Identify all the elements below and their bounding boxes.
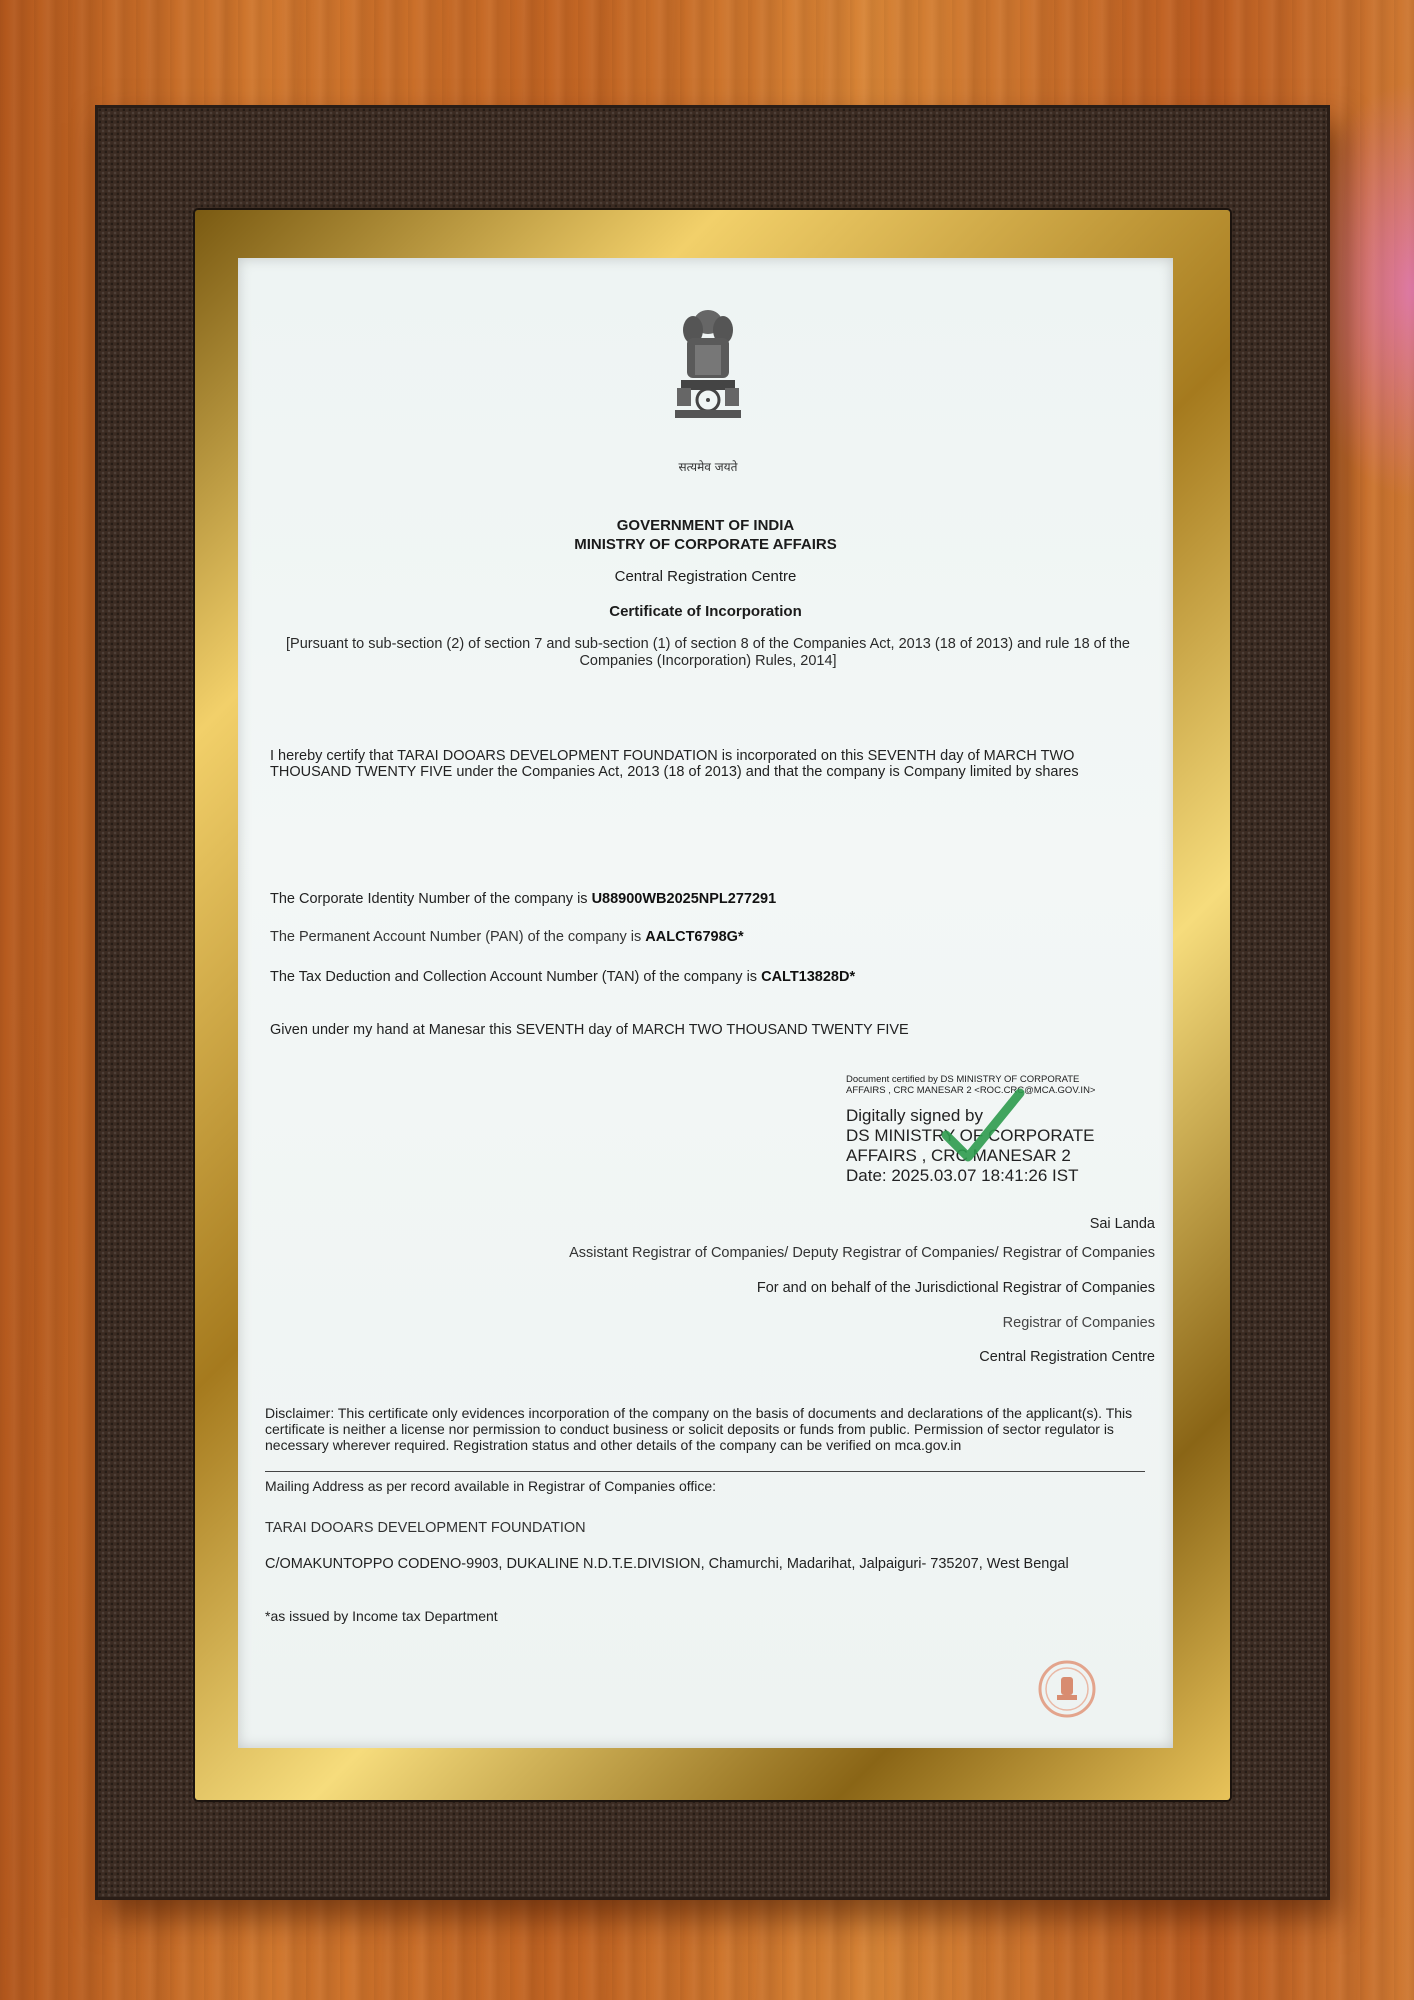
on-behalf-line: For and on behalf of the Jurisdictional Registrar of Companies <box>756 1280 1155 1296</box>
pan-line <box>270 929 1140 945</box>
given-under-hand: Given under my hand at Manesar this SEVENTH day of MARCH TWO THOUSAND TWENTY FIVE <box>270 1022 909 1038</box>
certificate-title: Certificate of Incorporation <box>609 603 802 620</box>
certification-line-1: Document certified by DS MINISTRY OF CORPORATE <box>846 1074 1080 1085</box>
certification-line-2: AFFAIRS , CRC MANESAR 2 <ROC.CRC@MCA.GOV.IN> <box>846 1085 1096 1096</box>
emblem-seal-icon <box>1036 1658 1098 1720</box>
pan-label: The Permanent Account Number (PAN) of the company is <box>270 929 642 945</box>
company-name: TARAI DOOARS DEVELOPMENT FOUNDATION <box>265 1520 586 1536</box>
signed-line-2: DS MINISTRY OF CORPORATE <box>846 1126 1095 1145</box>
pursuant-clause: [Pursuant to sub-section (2) of section 7 and sub-section (1) of section 8 of the Companies Act, 2013 (18 of 2013) and rule 18 of the Companies (Incorporation) Rules, 2014] <box>286 636 1130 669</box>
header-government <box>238 516 1173 554</box>
tan-line <box>270 969 1140 985</box>
disclaimer-text: Disclaimer: This certificate only evidences incorporation of the company on the basis of documents and declarations of the applicant(s). This certificate is neither a license nor permission to conduct business or solicit deposits or funds from public. Permission of sector regulator is necessary wherever required. Registration status and other details of the company can be verified on mca.gov.in <box>265 1405 1133 1453</box>
emblem-motto: सत्यमेव जयते <box>678 460 738 474</box>
government-title: GOVERNMENT OF INDIA <box>616 517 795 534</box>
crc-line: Central Registration Centre <box>979 1349 1155 1365</box>
national-emblem-icon <box>673 300 743 430</box>
registrar-line: Registrar of Companies <box>1002 1315 1155 1331</box>
signatory-designation: Assistant Registrar of Companies/ Deputy Registrar of Companies/ Registrar of Companies <box>569 1245 1155 1261</box>
ministry-title: MINISTRY OF CORPORATE AFFAIRS <box>574 536 837 553</box>
pan-value: AALCT6798G* <box>645 929 744 945</box>
signed-line-3: AFFAIRS , CRC MANESAR 2 <box>846 1146 1071 1165</box>
signed-line-1: Digitally signed by <box>846 1106 984 1125</box>
signature-valid-check-icon <box>938 1083 1028 1173</box>
signed-line-4: Date: 2025.03.07 18:41:26 IST <box>846 1166 1079 1185</box>
mailing-address-label: Mailing Address as per record available in Registrar of Companies office: <box>265 1471 1145 1494</box>
certificate-document <box>238 258 1173 1748</box>
issued-note: *as issued by Income tax Department <box>265 1608 498 1624</box>
certify-paragraph: I hereby certify that TARAI DOOARS DEVELOPMENT FOUNDATION is incorporated on this SEVENTH day of MARCH TWO THOUSAND TWENTY FIVE under the Companies Act, 2013 (18 of 2013) and that the company is Company limited by shares <box>270 748 1079 780</box>
cin-value: U88900WB2025NPL277291 <box>591 891 777 907</box>
company-address: C/OMAKUNTOPPO CODENO-9903, DUKALINE N.D.T.E.DIVISION, Chamurchi, Madarihat, Jalpaiguri- 735207, West Bengal <box>265 1556 1069 1572</box>
centre-title: Central Registration Centre <box>614 568 797 585</box>
signatory-name: Sai Landa <box>1089 1216 1155 1232</box>
cin-label: The Corporate Identity Number of the company is <box>270 891 588 907</box>
tan-label: The Tax Deduction and Collection Account Number (TAN) of the company is <box>270 969 758 985</box>
cin-line <box>270 891 1140 907</box>
tan-value: CALT13828D* <box>761 969 856 985</box>
